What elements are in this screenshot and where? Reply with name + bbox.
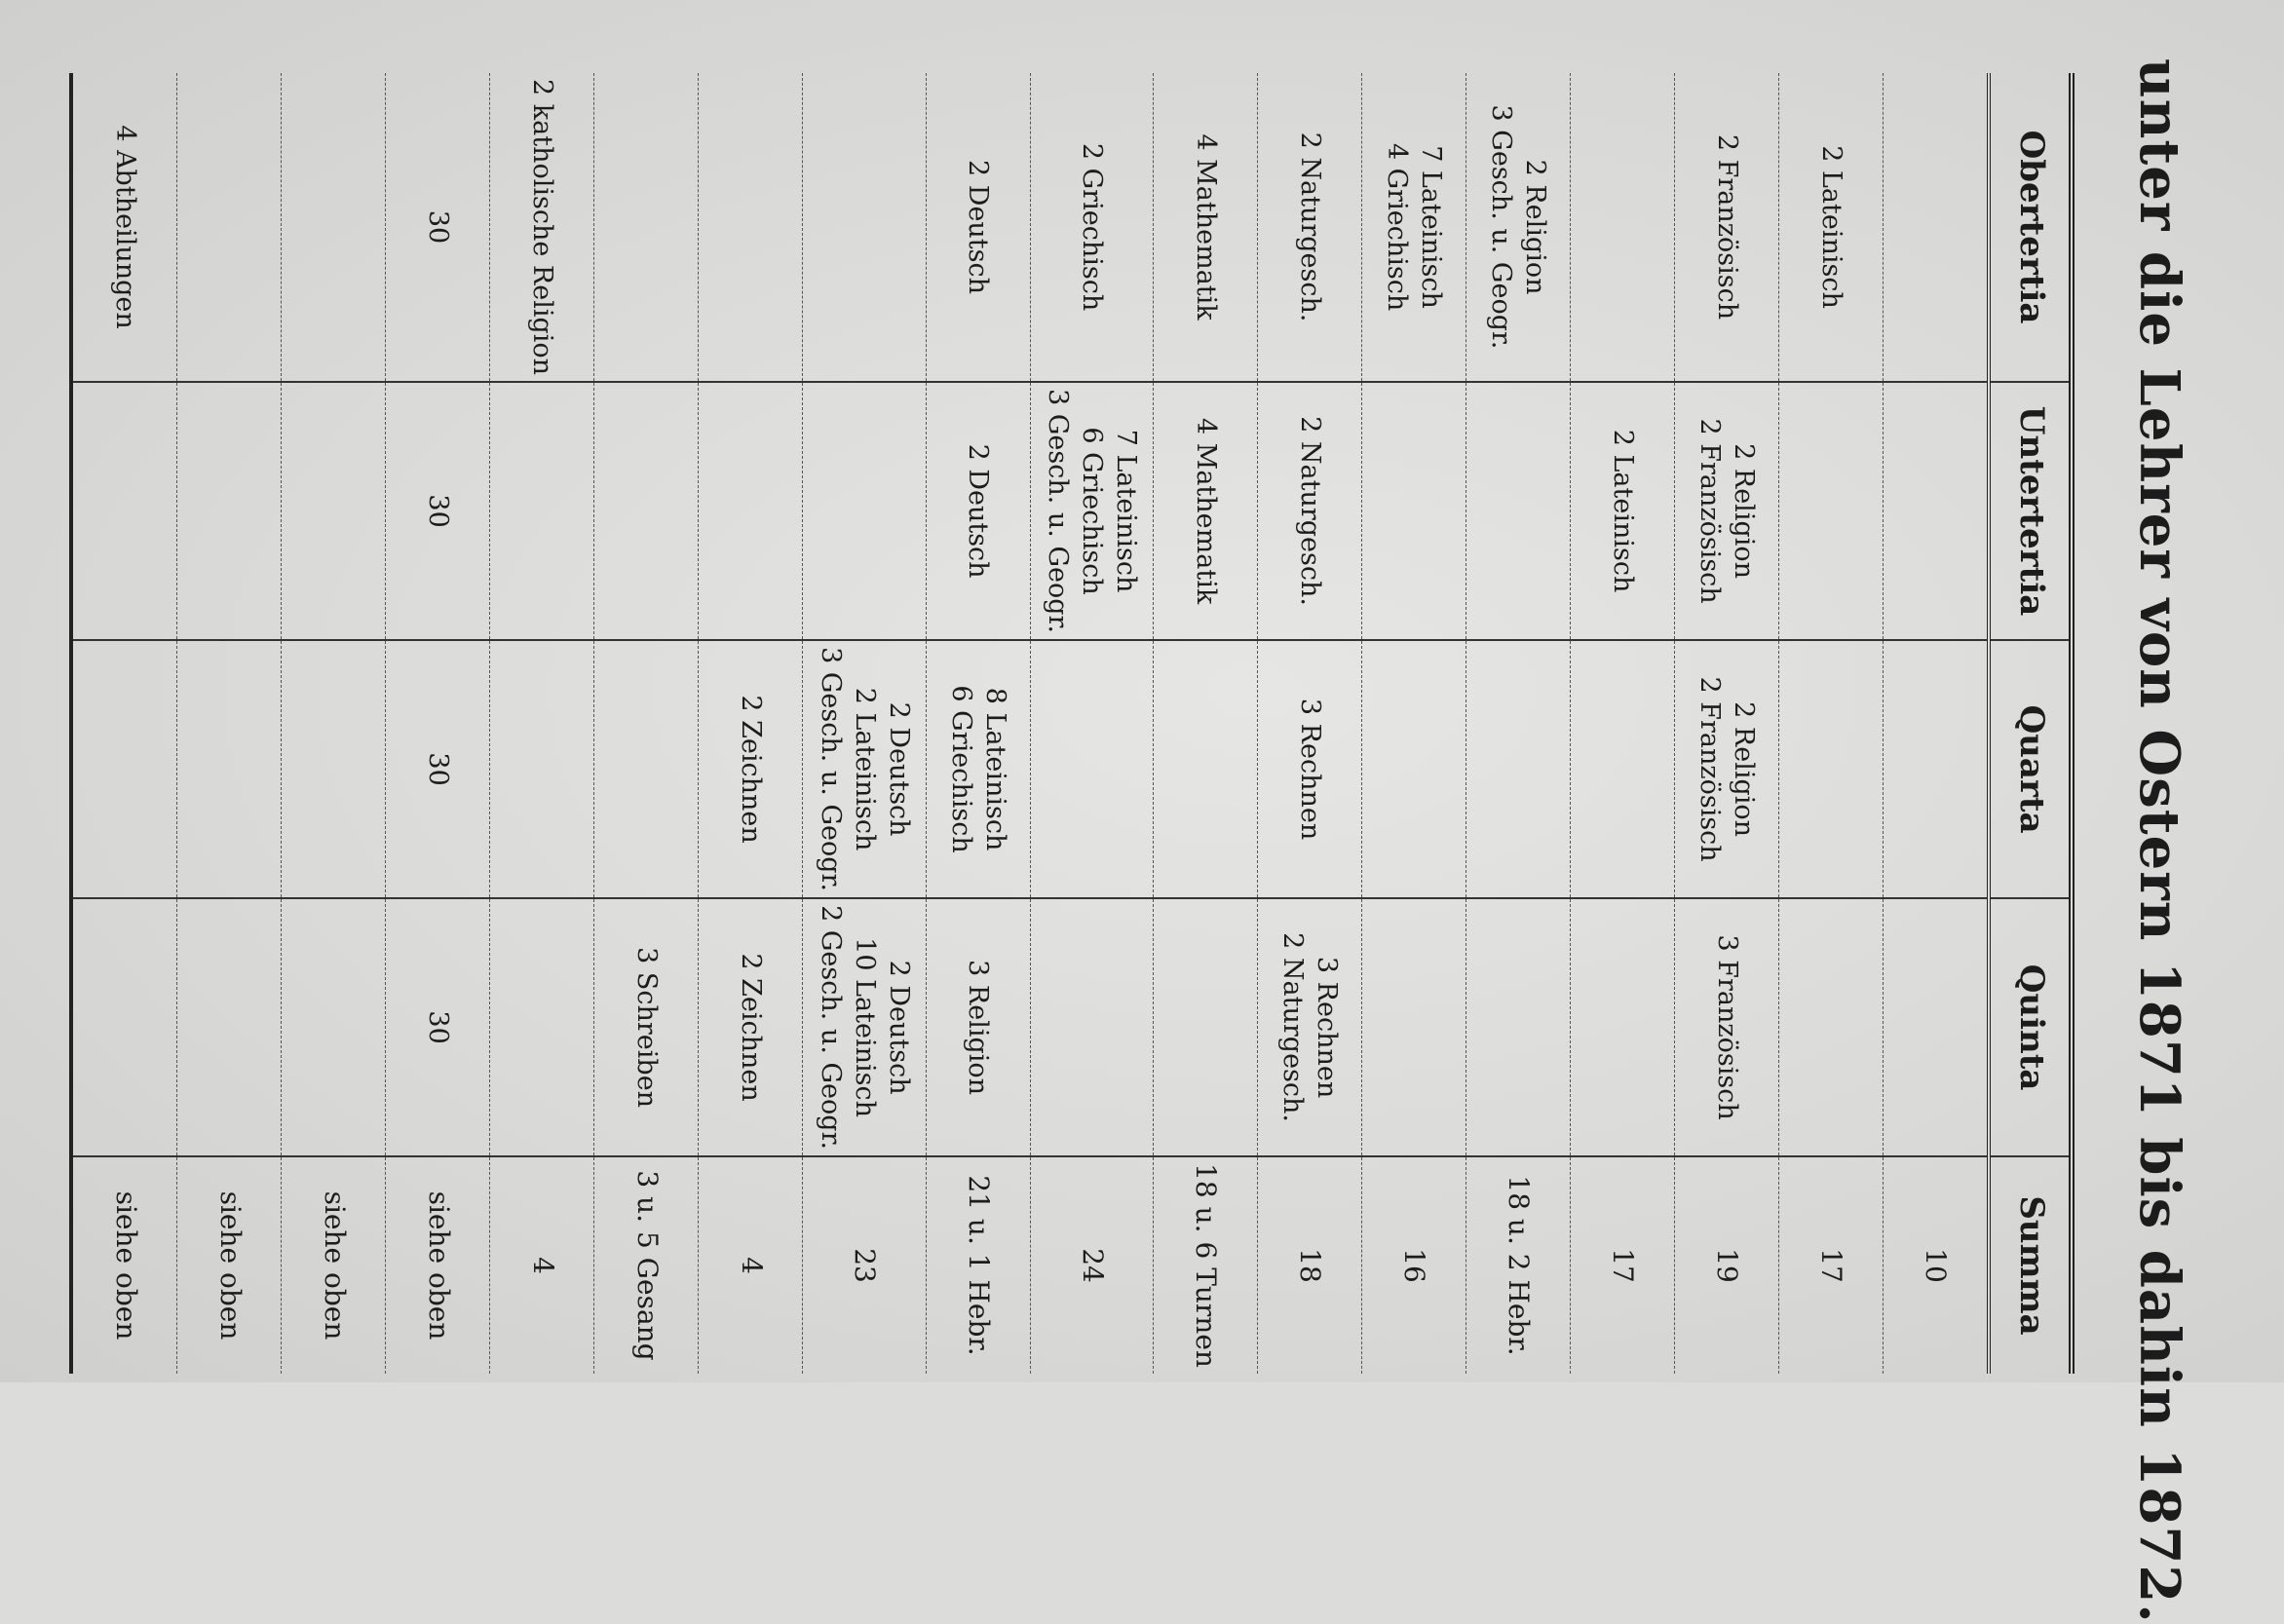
cell-text: 3 Gesch. u. Geogr. <box>1486 104 1516 350</box>
table-cell <box>1779 1156 1884 1374</box>
cell-text: 2 Naturgesch. <box>1277 932 1308 1123</box>
table-row <box>803 73 926 1374</box>
table-cell <box>926 640 1030 898</box>
table-cell <box>1466 1156 1571 1374</box>
table-cell <box>1154 382 1258 640</box>
cell-text: 30 <box>422 209 453 245</box>
table-cell <box>1030 1156 1153 1374</box>
table-cell <box>1466 898 1571 1156</box>
cell-text: 30 <box>422 1010 453 1044</box>
table-cell <box>1258 1156 1362 1374</box>
cell-text: 17 <box>1815 1248 1848 1283</box>
cell-text: 2 Französisch <box>1711 133 1742 321</box>
cell-text: 6 Griechisch <box>945 685 976 853</box>
cell-text: 4 Mathematik <box>1190 417 1221 605</box>
cell-text: 3 Rechnen <box>1294 698 1325 841</box>
table-cell <box>71 898 177 1156</box>
table-cell <box>1466 640 1571 898</box>
cell-text: 3 Gesch. u. Geogr. <box>1042 389 1073 634</box>
cell-text: 2 Lateinisch <box>1607 429 1638 593</box>
table-row <box>177 73 282 1374</box>
table-row <box>926 73 1030 1374</box>
table-cell <box>1030 382 1153 640</box>
table-cell <box>1362 382 1466 640</box>
cell-text: 10 Lateinisch <box>849 937 880 1118</box>
table-cell <box>1362 640 1466 898</box>
cell-text: 3 Religion <box>963 960 994 1096</box>
table-cell <box>490 382 594 640</box>
table-cell <box>71 1156 177 1374</box>
table-cell <box>803 382 926 640</box>
cell-text: 2 katholische Religion <box>526 79 557 376</box>
cell-text: 24 <box>1076 1248 1109 1283</box>
table-cell <box>490 1156 594 1374</box>
table-row <box>1466 73 1571 1374</box>
cell-text: 2 Deutsch <box>883 960 914 1095</box>
table-cell <box>1779 640 1884 898</box>
table-cell <box>282 73 386 382</box>
cell-text: siehe oben <box>318 1190 351 1341</box>
cell-text: 4 <box>735 1257 768 1274</box>
table-row <box>1884 73 1990 1374</box>
header-row <box>1989 73 2072 1374</box>
table-cell <box>1362 898 1466 1156</box>
table-cell <box>1779 73 1884 382</box>
cell-text: 2 Zeichnen <box>735 953 766 1102</box>
table-cell <box>1675 640 1779 898</box>
cell-text: 8 Lateinisch <box>979 687 1010 851</box>
table-row <box>386 73 490 1374</box>
cell-text: 2 Deutsch <box>963 443 994 579</box>
cell-text: 3 Französisch <box>1711 934 1742 1120</box>
cell-text: 6 Griechisch <box>1076 427 1107 595</box>
table-cell <box>803 1156 926 1374</box>
table-cell <box>1571 1156 1675 1374</box>
table-cell <box>1154 898 1258 1156</box>
table-cell <box>177 73 282 382</box>
teaching-schedule-table <box>69 73 2075 1374</box>
table-cell <box>1154 640 1258 898</box>
table-cell <box>926 73 1030 382</box>
table-cell <box>1779 382 1884 640</box>
table-body <box>71 73 1989 1374</box>
column-header-summa: Summa <box>1989 1156 2072 1374</box>
table-cell <box>1571 73 1675 382</box>
table-row <box>490 73 594 1374</box>
cell-text: 2 Lateinisch <box>849 687 880 851</box>
table-cell <box>926 898 1030 1156</box>
table-cell <box>594 382 699 640</box>
cell-text: 2 Lateinisch <box>1815 145 1846 309</box>
cell-text: 19 <box>1711 1248 1744 1283</box>
table-cell <box>282 640 386 898</box>
table-cell <box>1362 1156 1466 1374</box>
table-cell <box>177 640 282 898</box>
table-cell <box>1675 73 1779 382</box>
table-cell <box>926 1156 1030 1374</box>
table-cell <box>177 898 282 1156</box>
cell-text: 4 Mathematik <box>1190 133 1221 321</box>
table-cell <box>1258 640 1362 898</box>
table-cell <box>1884 640 1990 898</box>
table-cell <box>699 898 803 1156</box>
table-cell <box>1884 898 1990 1156</box>
table-row <box>71 73 177 1374</box>
cell-text: 21 u. 1 Hebr. <box>962 1175 995 1356</box>
table-cell <box>490 73 594 382</box>
table-cell <box>594 640 699 898</box>
table-cell <box>490 898 594 1156</box>
table-row <box>594 73 699 1374</box>
cell-text: 2 Gesch. u. Geogr. <box>815 905 846 1151</box>
cell-text: 2 Griechisch <box>1076 142 1107 312</box>
table-row <box>1258 73 1362 1374</box>
table-cell <box>699 1156 803 1374</box>
table-cell <box>282 382 386 640</box>
column-header-untertertia: Untertertia <box>1989 382 2072 640</box>
cell-text: 4 Abtheilungen <box>109 125 140 329</box>
table-cell <box>594 1156 699 1374</box>
cell-text: 2 Deutsch <box>883 701 914 837</box>
table-cell <box>282 1156 386 1374</box>
table-cell <box>386 1156 490 1374</box>
table-cell <box>1571 382 1675 640</box>
table-cell <box>803 898 926 1156</box>
table-cell <box>1362 73 1466 382</box>
table-cell <box>926 382 1030 640</box>
table-cell <box>699 640 803 898</box>
table-cell <box>1030 898 1153 1156</box>
table-row <box>282 73 386 1374</box>
table-cell <box>699 382 803 640</box>
table-cell <box>1675 382 1779 640</box>
cell-text: 2 Naturgesch. <box>1294 416 1325 606</box>
table-cell <box>490 640 594 898</box>
table-cell <box>1030 73 1153 382</box>
table-row <box>1675 73 1779 1374</box>
cell-text: 30 <box>422 752 453 786</box>
table-cell <box>386 73 490 382</box>
cell-text: 18 u. 6 Turnen <box>1190 1163 1223 1368</box>
table-cell <box>1154 1156 1258 1374</box>
cell-text: 2 Deutsch <box>963 160 994 295</box>
table-cell <box>71 640 177 898</box>
cell-text: 16 <box>1398 1248 1431 1283</box>
table-cell <box>386 640 490 898</box>
cell-text: 23 <box>849 1248 882 1283</box>
table-cell <box>71 73 177 382</box>
table-row <box>1571 73 1675 1374</box>
cell-text: 2 Naturgesch. <box>1294 132 1325 322</box>
table-cell <box>1258 898 1362 1156</box>
table-cell <box>594 73 699 382</box>
table-cell <box>386 382 490 640</box>
column-header-obertertia: Obertertia <box>1989 73 2072 382</box>
cell-text: 2 Zeichnen <box>735 695 766 844</box>
table-cell <box>1030 640 1153 898</box>
table-cell <box>1884 1156 1990 1374</box>
cell-text: 2 Französisch <box>1694 418 1725 604</box>
table-cell <box>1675 1156 1779 1374</box>
table-cell <box>803 640 926 898</box>
cell-text: 18 <box>1294 1248 1327 1283</box>
table-row <box>699 73 803 1374</box>
table-cell <box>1466 382 1571 640</box>
table-cell <box>1571 898 1675 1156</box>
table-row <box>1779 73 1884 1374</box>
cell-text: 2 Religion <box>1520 159 1551 295</box>
table-cell <box>1884 73 1990 382</box>
table-cell <box>1884 382 1990 640</box>
cell-text: 7 Lateinisch <box>1111 429 1141 593</box>
table-cell <box>699 73 803 382</box>
table-row <box>1362 73 1466 1374</box>
cell-text: 17 <box>1607 1248 1640 1283</box>
cell-text: siehe oben <box>213 1190 247 1341</box>
table-cell <box>177 1156 282 1374</box>
cell-text: 2 Religion <box>1729 701 1760 838</box>
cell-text: 3 u. 5 Gesang <box>630 1170 664 1361</box>
cell-text: 3 Schreiben <box>630 947 662 1109</box>
table-cell <box>1466 73 1571 382</box>
table-row <box>1154 73 1258 1374</box>
table-cell <box>1779 898 1884 1156</box>
table-cell <box>594 898 699 1156</box>
cell-text: 2 Französisch <box>1694 676 1725 862</box>
cell-text: 4 Griechisch <box>1382 142 1412 312</box>
table-cell <box>177 382 282 640</box>
table-cell <box>1258 73 1362 382</box>
column-header-quinta: Quinta <box>1989 898 2072 1156</box>
table-cell <box>282 898 386 1156</box>
cell-text: 10 <box>1920 1248 1953 1283</box>
table-row <box>1030 73 1153 1374</box>
table-cell <box>1571 640 1675 898</box>
table-cell <box>1154 73 1258 382</box>
table-cell <box>1675 898 1779 1156</box>
cell-text: 18 u. 2 Hebr. <box>1503 1175 1536 1356</box>
cell-text: siehe oben <box>109 1190 142 1341</box>
cell-text: 3 Gesch. u. Geogr. <box>815 647 846 892</box>
table-cell <box>803 73 926 382</box>
cell-text: siehe oben <box>422 1190 455 1341</box>
cell-text: 3 Rechnen <box>1312 956 1343 1099</box>
table-cell <box>386 898 490 1156</box>
cell-text: 30 <box>422 494 453 528</box>
page-title: unter die Lehrer von Ostern 1871 bis dahin 1872. <box>2127 58 2191 1624</box>
table-cell <box>1258 382 1362 640</box>
table-cell <box>71 382 177 640</box>
column-header-quarta: Quarta <box>1989 640 2072 898</box>
cell-text: 4 <box>526 1257 559 1274</box>
cell-text: 7 Lateinisch <box>1416 145 1447 309</box>
cell-text: 2 Religion <box>1729 443 1760 580</box>
